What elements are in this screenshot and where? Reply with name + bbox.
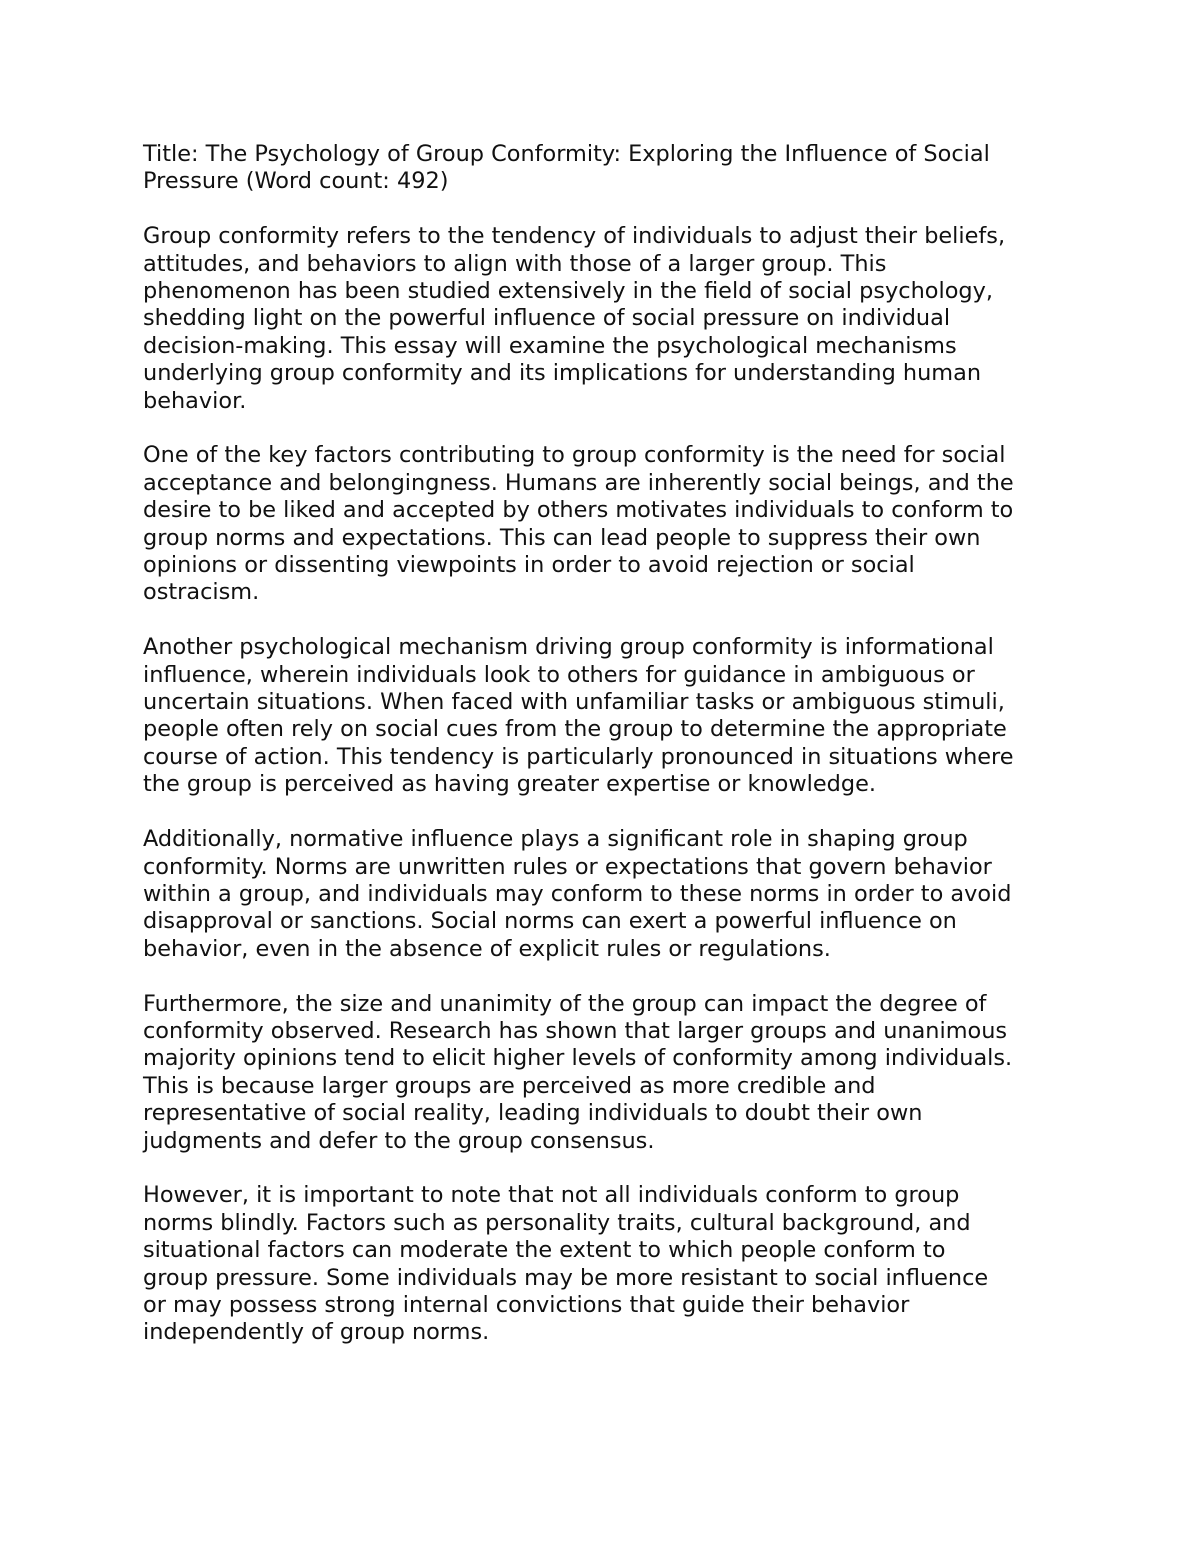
paragraph-normative-influence: Additionally, normative influence plays a significant role in shaping group conformity. Norms are unwritten rules or expectations that govern behavior within a group, and individuals may conform to these norms in order to avoid disapproval or sanctions. Social norms can exert a powerful influence on behavior, even in the absence of explicit rules or regulations. <box>143 826 1012 962</box>
document-body <box>143 141 1083 1374</box>
paragraph-individual-differences: However, it is important to note that not all individuals conform to group norms blindly. Factors such as personality traits, cultural background, and situational factors can moderate the extent to which people conform to group pressure. Some individuals may be more resistant to social influence or may possess strong internal convictions that guide their behavior independently of group norms. <box>143 1182 989 1346</box>
paragraph-introduction: Group conformity refers to the tendency of individuals to adjust their beliefs, attitudes, and behaviors to align with those of a larger group. This phenomenon has been studied extensively in the field of social psychology, shedding light on the powerful influence of social pressure on individual decision-making. This essay will examine the psychological mechanisms underlying group conformity and its implications for understanding human behavior. <box>143 223 1006 414</box>
paragraph-social-acceptance: One of the key factors contributing to group conformity is the need for social acceptance and belongingness. Humans are inherently social beings, and the desire to be liked and accepted by others motivates individuals to conform to group norms and expectations. This can lead people to suppress their own opinions or dissenting viewpoints in order to avoid rejection or social ostracism. <box>143 442 1014 606</box>
paragraph-informational-influence: Another psychological mechanism driving group conformity is informational influence, wherein individuals look to others for guidance in ambiguous or uncertain situations. When faced with unfamiliar tasks or ambiguous stimuli, people often rely on social cues from the group to determine the appropriate course of action. This tendency is particularly pronounced in situations where the group is perceived as having greater expertise or knowledge. <box>143 634 1014 798</box>
paragraph-group-size: Furthermore, the size and unanimity of the group can impact the degree of conformity observed. Research has shown that larger groups and unanimous majority opinions tend to elicit higher levels of conformity among individuals. This is because larger groups are perceived as more credible and representative of social reality, leading individuals to doubt their own judgments and defer to the group consensus. <box>143 990 1013 1154</box>
document-title: Title: The Psychology of Group Conformity: Exploring the Influence of Social Pressure (Word count: 492) <box>143 141 990 195</box>
